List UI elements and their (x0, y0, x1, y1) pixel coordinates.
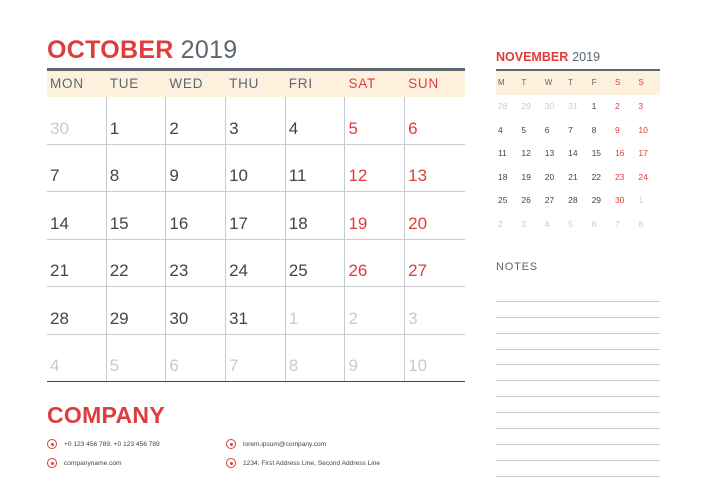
calendar-day-cell (107, 97, 167, 144)
next-day-number: 12 (521, 148, 531, 158)
calendar-grid (47, 97, 465, 382)
day-number: 19 (348, 213, 368, 233)
next-day-number: 30 (544, 101, 555, 111)
calendar-day-cell (286, 335, 346, 382)
next-week-row (496, 95, 660, 119)
day-number: 15 (109, 213, 129, 233)
day-number: 8 (288, 356, 299, 375)
note-line (496, 334, 660, 350)
next-day-number: 14 (568, 148, 578, 158)
company-name: COMPANY (47, 402, 165, 428)
day-number: 21 (50, 261, 69, 280)
day-number: 18 (288, 213, 308, 233)
calendar-day-cell (166, 240, 226, 287)
next-day-number: 29 (591, 195, 602, 205)
note-line (496, 381, 660, 397)
calendar-week-row (47, 287, 465, 335)
note-line (496, 302, 660, 318)
next-weekday-label: W (544, 78, 553, 87)
note-line (496, 445, 660, 461)
calendar-day-cell (47, 97, 107, 144)
next-day-number: 8 (638, 218, 644, 229)
day-number: 1 (109, 118, 120, 138)
calendar-day-cell (286, 192, 346, 239)
weekday-label: SAT (348, 76, 377, 91)
day-number: 10 (408, 356, 428, 375)
location-pin-icon (226, 458, 236, 468)
day-number: 4 (288, 118, 299, 138)
day-number: 31 (229, 308, 248, 328)
note-line (496, 461, 660, 477)
day-number: 13 (408, 166, 428, 185)
calendar-day-cell (405, 145, 465, 192)
calendar-day-cell (405, 335, 465, 382)
globe-icon (47, 458, 57, 468)
calendar-day-cell (226, 335, 286, 382)
calendar-day-cell (405, 240, 465, 287)
mail-icon (226, 439, 236, 449)
day-number: 3 (229, 118, 239, 138)
day-number: 9 (348, 356, 358, 375)
month-name: OCTOBER (47, 36, 174, 64)
next-weekday-label: T (568, 78, 574, 87)
calendar-week-row (47, 145, 465, 193)
day-number: 6 (169, 356, 179, 375)
next-day-number: 10 (638, 124, 648, 135)
next-day-number: 15 (591, 148, 602, 158)
day-number: 5 (109, 356, 120, 375)
month-title (47, 36, 237, 65)
next-month-calendar (496, 69, 660, 236)
next-day-number: 2 (614, 101, 620, 111)
next-week-row (496, 189, 660, 213)
calendar-day-cell (166, 192, 226, 239)
phone-icon (47, 439, 57, 449)
note-line (496, 350, 660, 366)
contact-email (226, 439, 326, 449)
next-day-number: 30 (614, 195, 625, 205)
next-day-number: 21 (568, 171, 578, 182)
day-number: 30 (50, 118, 69, 138)
next-day-number: 20 (544, 171, 555, 182)
note-line (496, 397, 660, 413)
day-number: 6 (408, 118, 418, 138)
calendar-day-cell (345, 97, 405, 144)
phone-text: +0 123 456 789, +0 123 456 789 (64, 440, 160, 448)
next-day-number: 19 (521, 171, 531, 182)
month-year: 2019 (180, 36, 238, 64)
next-week-row (496, 142, 660, 166)
day-number: 2 (348, 308, 358, 328)
calendar-day-cell (226, 145, 286, 192)
day-number: 3 (408, 308, 418, 328)
day-number: 11 (288, 166, 307, 185)
next-week-row (496, 166, 660, 190)
calendar-week-row (47, 97, 465, 145)
weekday-label: MON (50, 76, 84, 91)
calendar-day-cell (286, 145, 346, 192)
calendar-day-cell (47, 240, 107, 287)
day-number: 10 (229, 166, 248, 185)
next-day-number: 1 (638, 195, 644, 205)
next-day-number: 27 (544, 195, 555, 205)
calendar-day-cell (345, 287, 405, 334)
day-number: 12 (348, 166, 368, 185)
calendar-day-cell (286, 240, 346, 287)
next-day-number: 17 (638, 148, 648, 158)
calendar-day-cell (166, 145, 226, 192)
day-number: 29 (109, 308, 129, 328)
next-day-number: 5 (521, 124, 527, 135)
next-day-number: 18 (498, 171, 508, 182)
next-day-number: 6 (544, 124, 550, 135)
next-day-number: 16 (614, 148, 625, 158)
calendar-week-row (47, 240, 465, 288)
next-week-row (496, 119, 660, 143)
weekday-label: SUN (408, 76, 440, 91)
day-number: 26 (348, 261, 368, 280)
next-weekday-header (496, 71, 660, 95)
calendar-day-cell (107, 145, 167, 192)
contact-website (47, 458, 122, 468)
day-number: 2 (169, 118, 179, 138)
website-text: companyname.com (64, 459, 122, 467)
next-day-number: 13 (544, 148, 555, 158)
day-number: 24 (229, 261, 248, 280)
next-weekday-label: T (521, 78, 527, 87)
calendar-day-cell (107, 335, 167, 382)
notes-label: NOTES (496, 261, 538, 273)
day-number: 14 (50, 213, 69, 233)
day-number: 23 (169, 261, 189, 280)
calendar-day-cell (345, 192, 405, 239)
next-day-number: 3 (638, 101, 644, 111)
calendar-day-cell (405, 287, 465, 334)
day-number: 8 (109, 166, 120, 185)
next-day-number: 6 (591, 218, 597, 229)
next-day-number: 31 (568, 101, 578, 111)
calendar-day-cell (286, 97, 346, 144)
calendar-day-cell (226, 287, 286, 334)
day-number: 30 (169, 308, 189, 328)
calendar-day-cell (47, 145, 107, 192)
next-month-title (496, 50, 600, 64)
note-line (496, 365, 660, 381)
calendar-week-row (47, 192, 465, 240)
next-day-number: 4 (544, 218, 550, 229)
next-day-number: 7 (568, 124, 573, 135)
contact-address (226, 458, 380, 468)
calendar-day-cell (405, 192, 465, 239)
calendar-day-cell (107, 240, 167, 287)
calendar-day-cell (226, 240, 286, 287)
contact-phone (47, 439, 160, 449)
day-number: 7 (50, 166, 60, 185)
calendar-week-row (47, 335, 465, 383)
next-day-number: 24 (638, 171, 648, 182)
calendar-day-cell (107, 192, 167, 239)
next-weekday-label: S (614, 78, 621, 87)
next-day-number: 8 (591, 124, 597, 135)
next-day-number: 28 (498, 101, 508, 111)
calendar-day-cell (345, 240, 405, 287)
next-day-number: 29 (521, 101, 531, 111)
day-number: 27 (408, 261, 428, 280)
next-month-name: NOVEMBER (496, 50, 569, 64)
next-day-number: 4 (498, 124, 503, 135)
next-day-number: 28 (568, 195, 578, 205)
day-number: 20 (408, 213, 428, 233)
main-calendar (47, 68, 465, 382)
next-day-number: 3 (521, 218, 527, 229)
day-number: 4 (50, 356, 60, 375)
calendar-day-cell (226, 97, 286, 144)
weekday-label: THU (229, 76, 260, 91)
day-number: 22 (109, 261, 129, 280)
day-number: 16 (169, 213, 189, 233)
next-day-number: 23 (614, 171, 625, 182)
calendar-day-cell (47, 287, 107, 334)
next-day-number: 25 (498, 195, 508, 205)
weekday-label: TUE (109, 76, 140, 91)
calendar-day-cell (226, 192, 286, 239)
day-number: 9 (169, 166, 179, 185)
weekday-label: FRI (288, 76, 313, 91)
next-day-number: 2 (498, 218, 503, 229)
next-calendar-grid (496, 95, 660, 236)
day-number: 1 (288, 308, 299, 328)
next-week-row (496, 213, 660, 237)
calendar-day-cell (47, 192, 107, 239)
day-number: 17 (229, 213, 248, 233)
weekday-header (47, 71, 465, 97)
next-day-number: 11 (498, 148, 507, 158)
note-line (496, 429, 660, 445)
calendar-day-cell (107, 287, 167, 334)
next-day-number: 7 (614, 218, 620, 229)
next-day-number: 5 (568, 218, 573, 229)
notes-lines (496, 286, 660, 477)
next-weekday-label: F (591, 78, 597, 87)
next-weekday-label: M (498, 78, 505, 87)
next-day-number: 26 (521, 195, 531, 205)
weekday-label: WED (169, 76, 204, 91)
email-text: lorem.ipsum@company.com (243, 440, 327, 448)
next-month-year: 2019 (572, 50, 601, 64)
next-day-number: 9 (614, 124, 620, 135)
calendar-day-cell (286, 287, 346, 334)
next-day-number: 22 (591, 171, 602, 182)
day-number: 28 (50, 308, 69, 328)
calendar-day-cell (166, 97, 226, 144)
next-day-number: 1 (591, 101, 597, 111)
address-text: 1234, First Address Line, Second Address Line (243, 459, 381, 467)
calendar-day-cell (47, 335, 107, 382)
calendar-day-cell (166, 335, 226, 382)
calendar-day-cell (345, 335, 405, 382)
day-number: 7 (229, 356, 239, 375)
note-line (496, 318, 660, 334)
calendar-day-cell (166, 287, 226, 334)
next-weekday-label: S (638, 78, 644, 87)
calendar-day-cell (405, 97, 465, 144)
note-line (496, 413, 660, 429)
calendar-day-cell (345, 145, 405, 192)
day-number: 5 (348, 118, 358, 138)
note-line (496, 286, 660, 302)
day-number: 25 (288, 261, 308, 280)
